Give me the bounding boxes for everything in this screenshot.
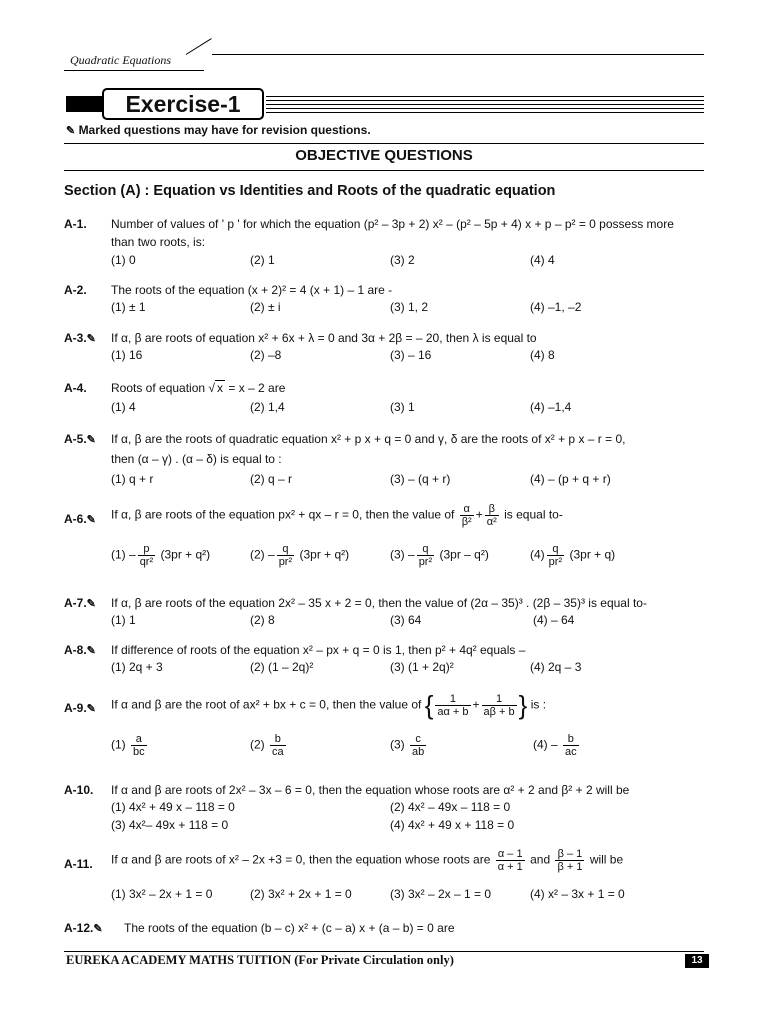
numerator: β – 1 [555, 848, 584, 861]
question-number [64, 643, 96, 657]
plus-sign: + [472, 697, 480, 712]
objective-heading: OBJECTIVE QUESTIONS [295, 147, 473, 164]
question-text-post: is equal to- [504, 507, 563, 522]
numerator: a [131, 733, 147, 746]
exercise-banner-rule [266, 96, 704, 97]
question-number: A-10. [64, 783, 94, 797]
option: (4) x² – 3x + 1 = 0 [530, 887, 625, 901]
option-tail: (3pr + q²) [160, 547, 211, 562]
question-text-pre: If α and β are the root of ax² + bx + c = 0, then the value of [111, 697, 422, 712]
option-label: (2) [250, 737, 265, 752]
numerator: 1 [435, 693, 470, 706]
page-number: 13 [685, 954, 709, 968]
divider [64, 170, 704, 171]
section-heading: Section (A) : Equation vs Identities and Roots of the quadratic equation [64, 183, 556, 199]
fraction [460, 503, 474, 528]
header-rule-top [212, 54, 704, 55]
option: (4) –1, –2 [530, 300, 582, 314]
option-label: (2) – [250, 547, 275, 562]
option: (1) 16 [111, 348, 143, 362]
fraction [131, 733, 147, 758]
sqrt-icon: √ x [208, 381, 224, 395]
question-number: A-2. [64, 283, 87, 297]
option: (1) ± 1 [111, 300, 146, 314]
denominator: pr² [278, 556, 293, 568]
denominator: β + 1 [557, 861, 583, 873]
exercise-banner-bar [66, 96, 102, 112]
numerator: β [485, 503, 499, 516]
denominator: pr² [418, 556, 433, 568]
brace-right: } [518, 690, 528, 720]
numerator: p [138, 543, 155, 556]
option: (4) 2q – 3 [530, 660, 582, 674]
pencil-icon: ✎ [86, 703, 96, 715]
option: (4) – 64 [533, 613, 575, 627]
option: (1) 4 [111, 400, 136, 414]
exercise-banner-rule [266, 104, 704, 105]
question-number [64, 432, 96, 446]
question-number [64, 331, 96, 345]
marked-note [66, 123, 371, 137]
option [111, 543, 210, 568]
exercise-banner-rule [266, 112, 704, 113]
radicand: x [217, 381, 224, 395]
question-number-text: A-5. [64, 432, 87, 446]
question-text: The roots of the equation (b – c) x² + (c – a) x + (a – b) = 0 are [124, 921, 455, 935]
numerator: q [547, 543, 564, 556]
option: (2) 4x² – 49x – 118 = 0 [390, 800, 511, 814]
question-text [111, 848, 623, 873]
question-text-pre: Roots of equation [111, 381, 206, 395]
option-label: (4) [530, 547, 545, 562]
question-text: than two roots, is: [111, 235, 206, 249]
question-text-post: will be [589, 852, 624, 867]
option-tail: (3pr + q) [569, 547, 616, 562]
question-text: then (α – γ) . (α – δ) is equal to : [111, 452, 282, 466]
numerator: b [270, 733, 286, 746]
pencil-icon: ✎ [66, 125, 76, 137]
option: (2) –8 [250, 348, 282, 362]
numerator: c [410, 733, 426, 746]
denominator: α + 1 [497, 861, 523, 873]
fraction [485, 503, 499, 528]
exercise-banner-rule [266, 100, 704, 101]
denominator: α² [486, 516, 497, 528]
option-label: (1) [111, 737, 126, 752]
denominator: aβ + b [483, 706, 515, 718]
option: (3) 2 [390, 253, 415, 267]
pencil-icon: ✎ [86, 434, 96, 446]
question-text: If α, β are roots of equation x² + 6x + λ = 0 and 3α + 2β = – 20, then λ is equal to [111, 331, 537, 345]
pencil-icon: ✎ [86, 333, 96, 345]
question-text-mid: and [530, 852, 551, 867]
option: (1) 0 [111, 253, 136, 267]
question-number [64, 512, 96, 526]
option [390, 733, 428, 758]
option: (2) 1,4 [250, 400, 285, 414]
exercise-title: Exercise-1 [102, 88, 264, 120]
denominator: ca [272, 746, 284, 758]
fraction [138, 543, 155, 568]
question-number [64, 596, 96, 610]
header-rule-slant [186, 38, 212, 55]
fraction [496, 848, 525, 873]
fraction [417, 543, 434, 568]
numerator: α [460, 503, 474, 516]
option: (4) – (p + q + r) [530, 472, 611, 486]
option: (4) 4 [530, 253, 555, 267]
option: (3) 1, 2 [390, 300, 429, 314]
question-number [64, 921, 103, 935]
denominator: ab [412, 746, 425, 758]
divider [64, 143, 704, 144]
option: (2) 3x² + 2x + 1 = 0 [250, 887, 352, 901]
question-text: If difference of roots of the equation x² – px + q = 0 is 1, then p² + 4q² equals – [111, 643, 526, 657]
marked-note-text: Marked questions may have for revision questions. [78, 123, 371, 137]
question-text: Number of values of ' p ' for which the equation (p² – 3p + 2) x² – (p² – 5p + 4) x + p – p² = 0 possess more [111, 217, 674, 231]
denominator: β² [461, 516, 472, 528]
question-text [111, 690, 546, 721]
option: (3) 4x²– 49x + 118 = 0 [111, 818, 229, 832]
question-number-text: A-3. [64, 331, 87, 345]
question-text-pre: If α, β are roots of the equation px² + qx – r = 0, then the value of [111, 507, 455, 522]
fraction [410, 733, 426, 758]
question-number-text: A-9. [64, 701, 87, 715]
footer-rule [64, 951, 704, 952]
question-number [64, 701, 96, 715]
option: (3) – (q + r) [390, 472, 451, 486]
option: (4) 4x² + 49 x + 118 = 0 [390, 818, 515, 832]
question-number-text: A-8. [64, 643, 87, 657]
option: (4) 8 [530, 348, 555, 362]
fraction [555, 848, 584, 873]
option [250, 543, 349, 568]
question-text [111, 503, 563, 528]
option-label: (4) – [533, 737, 558, 752]
denominator: ac [565, 746, 577, 758]
pencil-icon: ✎ [86, 598, 96, 610]
question-text-post: is : [530, 697, 547, 712]
question-text-post: = x – 2 are [228, 381, 286, 395]
question-number-text: A-12. [64, 921, 94, 935]
question-text: The roots of the equation (x + 2)² = 4 (x + 1) – 1 are - [111, 283, 393, 297]
fraction [270, 733, 286, 758]
option [530, 543, 615, 568]
pencil-icon: ✎ [86, 514, 96, 526]
option: (2) 8 [250, 613, 275, 627]
option-label: (3) – [390, 547, 415, 562]
question-text: If α, β are roots of the equation 2x² – 35 x + 2 = 0, then the value of (2α – 35)³ . (2β – 35)³ is equal to- [111, 596, 647, 610]
numerator: 1 [482, 693, 517, 706]
fraction [277, 543, 294, 568]
option: (1) 4x² + 49 x – 118 = 0 [111, 800, 235, 814]
option: (3) 64 [390, 613, 422, 627]
option-label: (3) [390, 737, 405, 752]
question-text: If α and β are roots of 2x² – 3x – 6 = 0, then the equation whose roots are α² + 2 and β² + 2 will be [111, 783, 630, 797]
question-number: A-11. [64, 857, 93, 871]
option: (3) 3x² – 2x – 1 = 0 [390, 887, 492, 901]
question-text [111, 381, 285, 395]
question-text-pre: If α and β are roots of x² – 2x +3 = 0, then the equation whose roots are [111, 852, 491, 867]
footer-text: EUREKA ACADEMY MATHS TUITION (For Private Circulation only) [66, 953, 454, 967]
option-tail: (3pr – q²) [439, 547, 489, 562]
plus-sign: + [475, 507, 483, 522]
question-number: A-1. [64, 217, 87, 231]
pencil-icon: ✎ [93, 923, 103, 935]
exercise-banner-rule [266, 108, 704, 109]
option: (3) – 16 [390, 348, 432, 362]
option [111, 733, 149, 758]
option: (1) q + r [111, 472, 154, 486]
chapter-title: Quadratic Equations [70, 53, 171, 67]
option [533, 733, 581, 758]
numerator: b [563, 733, 579, 746]
question-number: A-4. [64, 381, 87, 395]
option: (3) 1 [390, 400, 415, 414]
option: (1) 2q + 3 [111, 660, 163, 674]
option-tail: (3pr + q²) [299, 547, 350, 562]
numerator: q [417, 543, 434, 556]
option: (1) 3x² – 2x + 1 = 0 [111, 887, 213, 901]
fraction [547, 543, 564, 568]
denominator: aα + b [437, 706, 469, 718]
fraction [482, 693, 517, 718]
fraction [563, 733, 579, 758]
option: (2) 1 [250, 253, 275, 267]
option: (4) –1,4 [530, 400, 572, 414]
denominator: bc [133, 746, 145, 758]
fraction [435, 693, 470, 718]
denominator: pr² [548, 556, 563, 568]
header-rule [64, 70, 204, 71]
option: (2) (1 – 2q)² [250, 660, 314, 674]
brace-left: { [424, 690, 434, 720]
option [390, 543, 489, 568]
pencil-icon: ✎ [86, 645, 96, 657]
question-number-text: A-7. [64, 596, 87, 610]
option-label: (1) – [111, 547, 136, 562]
option: (3) (1 + 2q)² [390, 660, 454, 674]
question-number-text: A-6. [64, 512, 87, 526]
option [250, 733, 288, 758]
option: (1) 1 [111, 613, 136, 627]
numerator: q [277, 543, 294, 556]
question-text: If α, β are the roots of quadratic equation x² + p x + q = 0 and γ, δ are the roots of x² + p x – r = 0, [111, 432, 626, 446]
numerator: α – 1 [496, 848, 525, 861]
denominator: qr² [139, 556, 154, 568]
option: (2) ± i [250, 300, 281, 314]
option: (2) q – r [250, 472, 293, 486]
